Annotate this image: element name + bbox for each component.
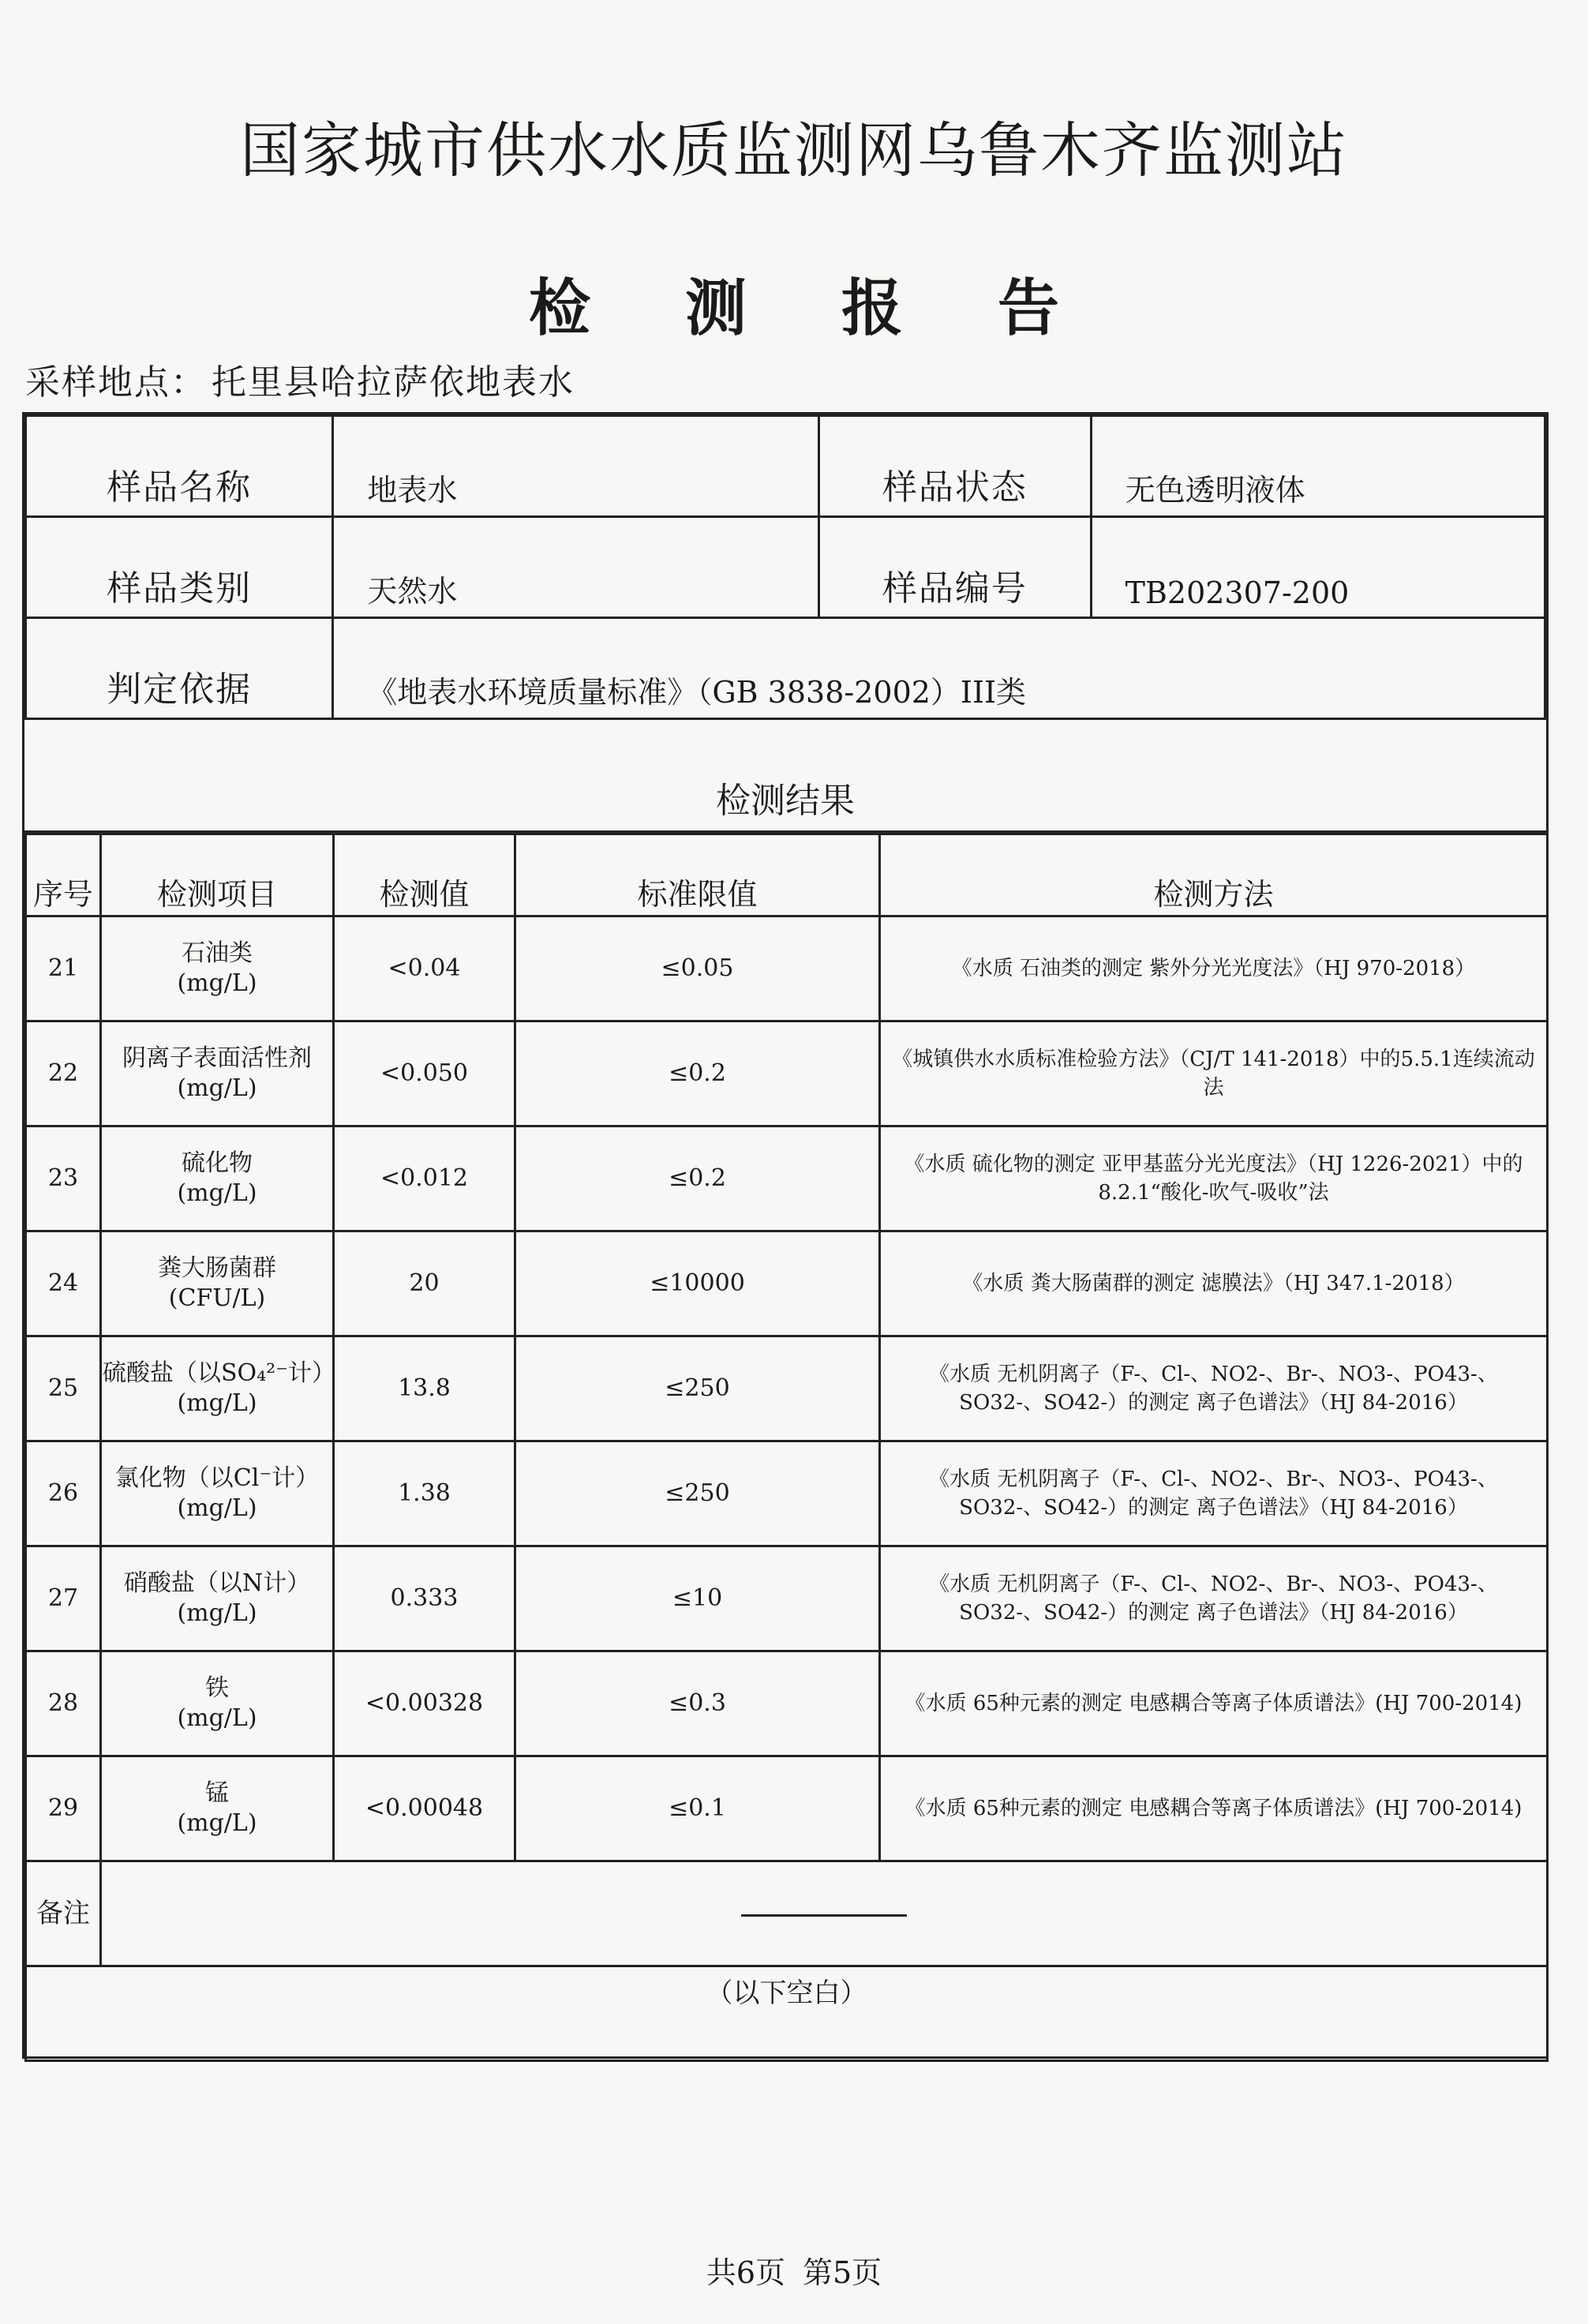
row-method: 《水质 硫化物的测定 亚甲基蓝分光光度法》（HJ 1226-2021）中的8.2.1“酸化-吹气-吸收”法 <box>880 1126 1548 1231</box>
row-item-name: 石油类 <box>182 939 253 967</box>
remark-dash <box>741 1914 907 1917</box>
row-item-unit: (CFU/L) <box>168 1284 266 1312</box>
sample-info-row <box>26 416 1545 517</box>
sample-type-label: 样品类别 <box>26 517 333 618</box>
col-header-no: 序号 <box>26 834 101 916</box>
remark-value <box>101 1861 1548 1966</box>
row-item <box>101 1126 334 1231</box>
results-header-row <box>26 834 1548 916</box>
remark-label: 备注 <box>26 1861 101 1966</box>
sample-info-row <box>26 618 1545 719</box>
page-footer <box>0 2248 1588 2292</box>
sample-state-value: 无色透明液体 <box>1091 416 1545 517</box>
row-item-unit: (mg/L) <box>177 1074 257 1102</box>
row-method: 《水质 65种元素的测定 电感耦合等离子体质谱法》(HJ 700-2014) <box>880 1756 1548 1861</box>
table-row <box>26 1756 1548 1861</box>
sample-info-table <box>24 414 1546 720</box>
results-table <box>24 833 1549 2062</box>
row-value: <0.00048 <box>334 1756 515 1861</box>
row-item <box>101 916 334 1021</box>
row-item-name: 锰 <box>205 1779 229 1807</box>
row-no: 27 <box>26 1546 101 1651</box>
row-limit: ≤0.2 <box>515 1021 880 1126</box>
row-item <box>101 1546 334 1651</box>
table-row <box>26 1126 1548 1231</box>
row-item-name: 硫酸盐（以SO₄²⁻计） <box>103 1359 336 1387</box>
row-item-unit: (mg/L) <box>177 1809 257 1837</box>
table-row <box>26 1336 1548 1441</box>
row-item <box>101 1021 334 1126</box>
row-limit: ≤0.05 <box>515 916 880 1021</box>
row-limit: ≤250 <box>515 1336 880 1441</box>
remark-row <box>26 1861 1548 1966</box>
row-limit: ≤10000 <box>515 1231 880 1336</box>
row-method: 《水质 无机阴离子（F-、Cl-、NO2-、Br-、NO3-、PO43-、SO32-、SO42-）的测定 离子色谱法》（HJ 84-2016） <box>880 1546 1548 1651</box>
row-item-name: 硝酸盐（以N计） <box>123 1569 311 1597</box>
sampling-location-value: 托里县哈拉萨依地表水 <box>212 362 575 403</box>
row-no: 28 <box>26 1651 101 1756</box>
row-item-unit: (mg/L) <box>177 1179 257 1207</box>
row-no: 26 <box>26 1441 101 1546</box>
sampling-location <box>25 354 575 404</box>
blank-note: （以下空白） <box>26 1966 1548 2061</box>
row-item <box>101 1756 334 1861</box>
sample-name-label: 样品名称 <box>26 416 333 517</box>
sample-type-value: 天然水 <box>333 517 819 618</box>
row-value: 20 <box>334 1231 515 1336</box>
sample-state-label: 样品状态 <box>819 416 1091 517</box>
row-method: 《水质 65种元素的测定 电感耦合等离子体质谱法》(HJ 700-2014) <box>880 1651 1548 1756</box>
row-value: <0.04 <box>334 916 515 1021</box>
report-title: 检测报告 <box>528 273 1154 344</box>
row-item-unit: (mg/L) <box>177 1389 257 1417</box>
row-method: 《水质 石油类的测定 紫外分光光度法》（HJ 970-2018） <box>880 916 1548 1021</box>
sample-name-value: 地表水 <box>333 416 819 517</box>
table-row <box>26 1021 1548 1126</box>
col-header-item: 检测项目 <box>101 834 334 916</box>
row-limit: ≤0.2 <box>515 1126 880 1231</box>
organization-title: 国家城市供水水质监测网乌鲁木齐监测站 <box>240 115 1348 186</box>
table-row <box>26 916 1548 1021</box>
row-limit: ≤0.1 <box>515 1756 880 1861</box>
table-row <box>26 1546 1548 1651</box>
current-page: 第5页 <box>803 2255 882 2290</box>
row-no: 24 <box>26 1231 101 1336</box>
row-item-unit: (mg/L) <box>177 1704 257 1732</box>
report-frame <box>22 412 1549 2059</box>
col-header-method: 检测方法 <box>880 834 1548 916</box>
total-pages: 共6页 <box>706 2255 785 2290</box>
sample-info-row <box>26 517 1545 618</box>
table-row <box>26 1651 1548 1756</box>
row-no: 25 <box>26 1336 101 1441</box>
row-item-unit: (mg/L) <box>177 1599 257 1627</box>
row-limit: ≤250 <box>515 1441 880 1546</box>
row-value: <0.050 <box>334 1021 515 1126</box>
row-limit: ≤10 <box>515 1546 880 1651</box>
row-item-name: 阴离子表面活性剂 <box>122 1044 312 1072</box>
sample-no-label: 样品编号 <box>819 517 1091 618</box>
row-no: 29 <box>26 1756 101 1861</box>
row-value: 1.38 <box>334 1441 515 1546</box>
row-item-name: 粪大肠菌群 <box>158 1254 276 1282</box>
row-item <box>101 1231 334 1336</box>
row-value: 0.333 <box>334 1546 515 1651</box>
row-item-name: 氯化物（以Cl⁻计） <box>114 1464 320 1492</box>
results-heading: 检测结果 <box>24 730 1546 833</box>
basis-value: 《地表水环境质量标准》（GB 3838-2002）III类 <box>333 618 1545 719</box>
blank-row <box>26 1966 1548 2061</box>
row-limit: ≤0.3 <box>515 1651 880 1756</box>
row-item <box>101 1651 334 1756</box>
row-value: <0.012 <box>334 1126 515 1231</box>
row-value: 13.8 <box>334 1336 515 1441</box>
table-row <box>26 1231 1548 1336</box>
row-method: 《水质 粪大肠菌群的测定 滤膜法》（HJ 347.1-2018） <box>880 1231 1548 1336</box>
row-item-name: 硫化物 <box>182 1149 253 1177</box>
row-item-unit: (mg/L) <box>177 969 257 997</box>
row-item-name: 铁 <box>205 1674 229 1702</box>
basis-label: 判定依据 <box>26 618 333 719</box>
row-method: 《水质 无机阴离子（F-、Cl-、NO2-、Br-、NO3-、PO43-、SO32-、SO42-）的测定 离子色谱法》（HJ 84-2016） <box>880 1336 1548 1441</box>
sample-no-value: TB202307-200 <box>1091 517 1545 618</box>
row-value: <0.00328 <box>334 1651 515 1756</box>
row-method: 《水质 无机阴离子（F-、Cl-、NO2-、Br-、NO3-、PO43-、SO32-、SO42-）的测定 离子色谱法》（HJ 84-2016） <box>880 1441 1548 1546</box>
sampling-location-label: 采样地点： <box>25 362 207 403</box>
table-row <box>26 1441 1548 1546</box>
row-item <box>101 1336 334 1441</box>
col-header-value: 检测值 <box>334 834 515 916</box>
row-method: 《城镇供水水质标准检验方法》（CJ/T 141-2018）中的5.5.1连续流动法 <box>880 1021 1548 1126</box>
row-no: 21 <box>26 916 101 1021</box>
row-item-unit: (mg/L) <box>177 1494 257 1522</box>
row-no: 22 <box>26 1021 101 1126</box>
results-body <box>26 916 1548 1861</box>
col-header-limit: 标准限值 <box>515 834 880 916</box>
row-no: 23 <box>26 1126 101 1231</box>
row-item <box>101 1441 334 1546</box>
